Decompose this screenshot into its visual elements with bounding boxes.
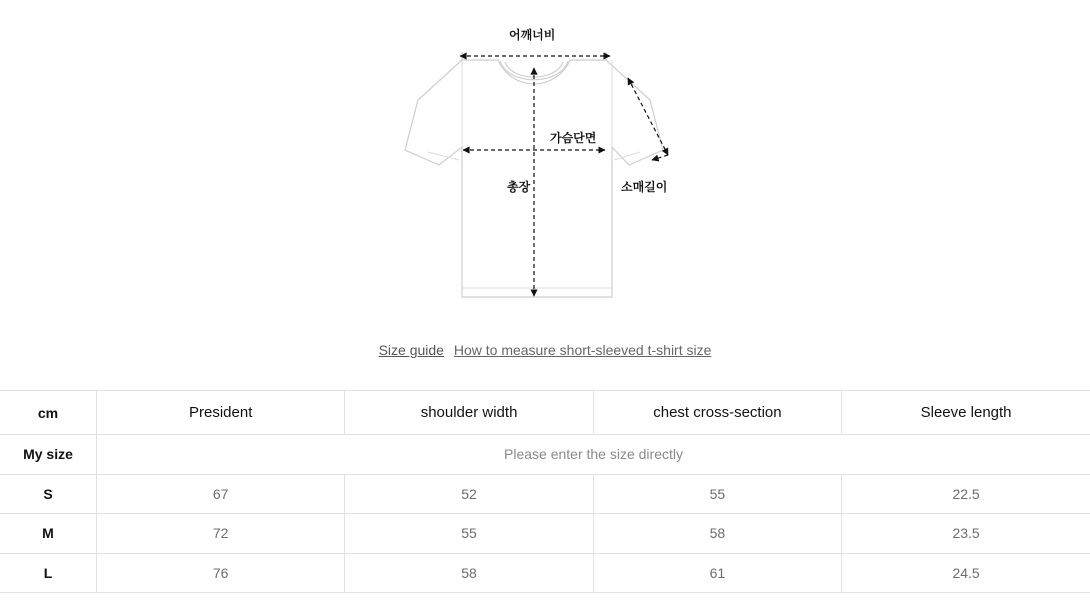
sleeve-length-arrow-hook xyxy=(652,155,668,160)
shoulder-width-label: 어깨너비 xyxy=(509,28,556,42)
header-president: President xyxy=(97,391,345,435)
cell-m-president: 72 xyxy=(97,514,345,554)
my-size-label: My size xyxy=(0,435,97,475)
cell-m-shoulder: 55 xyxy=(345,514,593,554)
my-size-input-cell[interactable]: Please enter the size directly xyxy=(97,435,1090,475)
table-row xyxy=(0,553,1090,593)
cell-s-president: 67 xyxy=(97,474,345,514)
size-table xyxy=(0,390,1090,593)
cell-l-chest: 61 xyxy=(593,553,841,593)
size-links-row xyxy=(0,342,1090,358)
table-row xyxy=(0,474,1090,514)
cell-s-chest: 55 xyxy=(593,474,841,514)
cell-s-sleeve: 22.5 xyxy=(842,474,1090,514)
row-label-m: M xyxy=(0,514,97,554)
header-shoulder-width: shoulder width xyxy=(345,391,593,435)
size-guide-link[interactable]: Size guide xyxy=(378,342,444,358)
header-chest-cross-section: chest cross-section xyxy=(593,391,841,435)
cell-m-sleeve: 23.5 xyxy=(842,514,1090,554)
table-row-my-size xyxy=(0,435,1090,475)
size-table-body xyxy=(0,435,1090,593)
cell-l-shoulder: 58 xyxy=(345,553,593,593)
total-length-label: 총장 xyxy=(507,180,531,194)
row-label-s: S xyxy=(0,474,97,514)
size-table-head xyxy=(0,391,1090,435)
cell-m-chest: 58 xyxy=(593,514,841,554)
header-unit: cm xyxy=(0,391,97,435)
cell-l-president: 76 xyxy=(97,553,345,593)
cell-s-shoulder: 52 xyxy=(345,474,593,514)
header-sleeve-length: Sleeve length xyxy=(842,391,1090,435)
row-label-l: L xyxy=(0,553,97,593)
how-to-measure-link[interactable]: How to measure short-sleeved t-shirt size xyxy=(453,342,712,358)
chest-label: 가슴단면 xyxy=(550,131,597,145)
table-header-row xyxy=(0,391,1090,435)
sleeve-length-label: 소매길이 xyxy=(621,180,668,194)
cell-l-sleeve: 24.5 xyxy=(842,553,1090,593)
table-row xyxy=(0,514,1090,554)
